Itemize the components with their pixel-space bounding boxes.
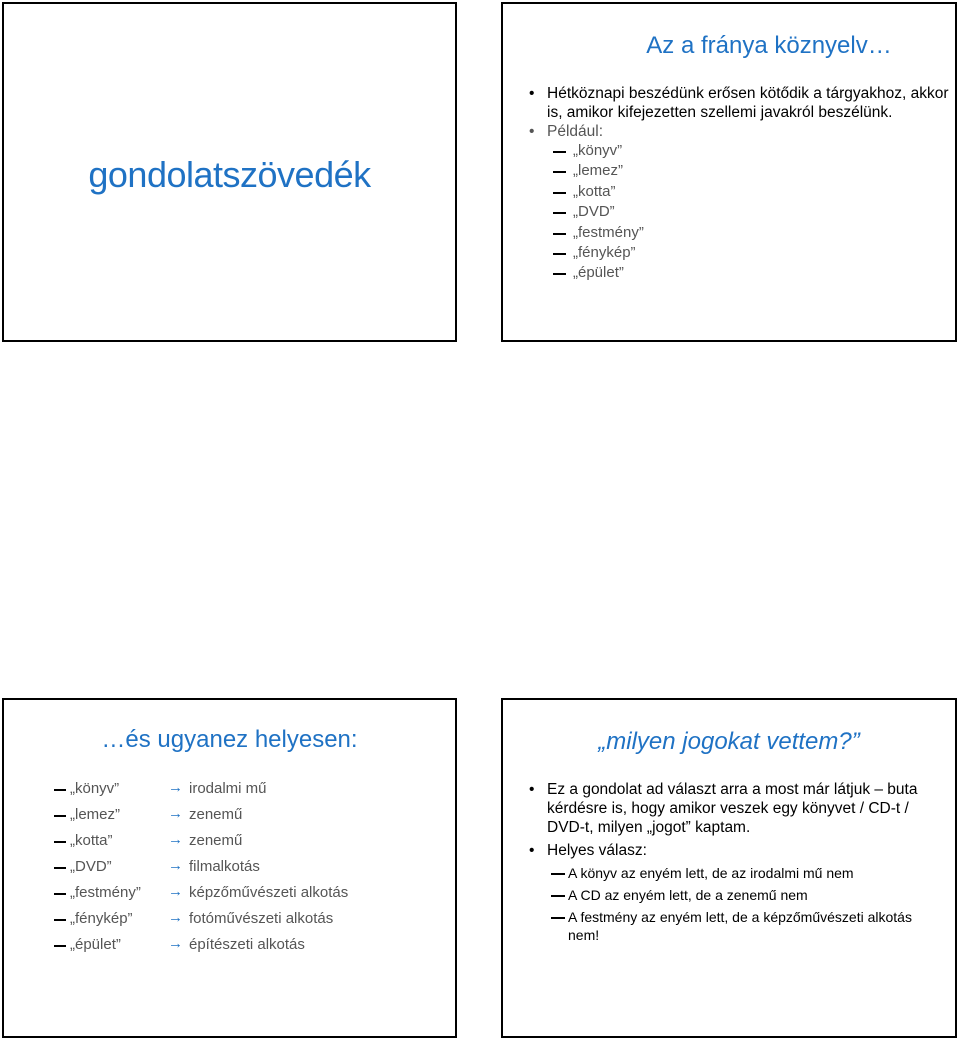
mapping-item: „festmény” [70,884,141,901]
mapping-item: „DVD” [70,858,112,875]
slide-2-item: „festmény” [529,223,949,243]
slide-1-title: gondolatszövedék [88,154,371,195]
slide-2-item: „lemez” [529,161,949,181]
mapping-item: „fénykép” [70,910,133,927]
slide-4-body [529,780,939,944]
arrow-right-icon: → [168,831,183,848]
slide-3-title: …és ugyanez helyesen: [101,726,358,753]
answer-item: A CD az enyém lett, de a zenemű nem [529,886,939,904]
mapping-result: irodalmi mű [189,780,267,797]
answer-item: A könyv az enyém lett, de az irodalmi mű nem [529,864,939,882]
mapping-result: építészeti alkotás [189,936,305,953]
slide-2-bullet-2: • Például: [529,122,949,141]
mapping-item: „kotta” [70,832,113,849]
slide-2-item: „épület” [529,263,949,283]
slide-4-title: „milyen jogokat vettem?” [598,728,860,755]
mapping-item: „lemez” [70,806,121,823]
slide-2-title: Az a fránya köznyelv… [646,32,892,59]
mapping-result: képzőművészeti alkotás [189,884,349,901]
mapping-result: zenemű [189,832,243,849]
slide-4 [501,698,957,1038]
answer-item: A festmény az enyém lett, de a képzőművészeti alkotás nem! [529,908,939,944]
arrow-right-icon: → [168,883,183,900]
slide-4-bullet-2: • Helyes válasz: [529,841,939,860]
arrow-right-icon: → [168,779,183,796]
slide-2-item: „kotta” [529,182,949,202]
arrow-right-icon: → [168,935,183,952]
arrow-right-icon: → [168,909,183,926]
arrow-right-icon: → [168,857,183,874]
slide-2-body [529,84,949,284]
answer-list [529,864,939,944]
slide-4-bullet-1: • Ez a gondolat ad választ arra a most már látjuk – buta kérdésre is, hogy amikor veszek egy könyvet / CD-t / DVD-t, milyen „jogot” kaptam. [529,780,939,837]
mapping-result: fotóművészeti alkotás [189,910,334,927]
mapping-result: filmalkotás [189,858,260,875]
slide-2-item: „DVD” [529,202,949,222]
slide-1 [2,2,457,342]
mapping-result: zenemű [189,806,243,823]
mapping-item: „épület” [70,936,121,953]
slide-2-item: „könyv” [529,141,949,161]
arrow-right-icon: → [168,805,183,822]
slide-2-bullet-1: • Hétköznapi beszédünk erősen kötődik a tárgyakhoz, akkor is, amikor kifejezetten szellemi javakról beszélünk. [529,84,949,122]
mapping-item: „könyv” [70,780,120,797]
slide-2-item: „fénykép” [529,243,949,263]
slide-3 [2,698,457,1038]
slide-2 [501,2,957,342]
